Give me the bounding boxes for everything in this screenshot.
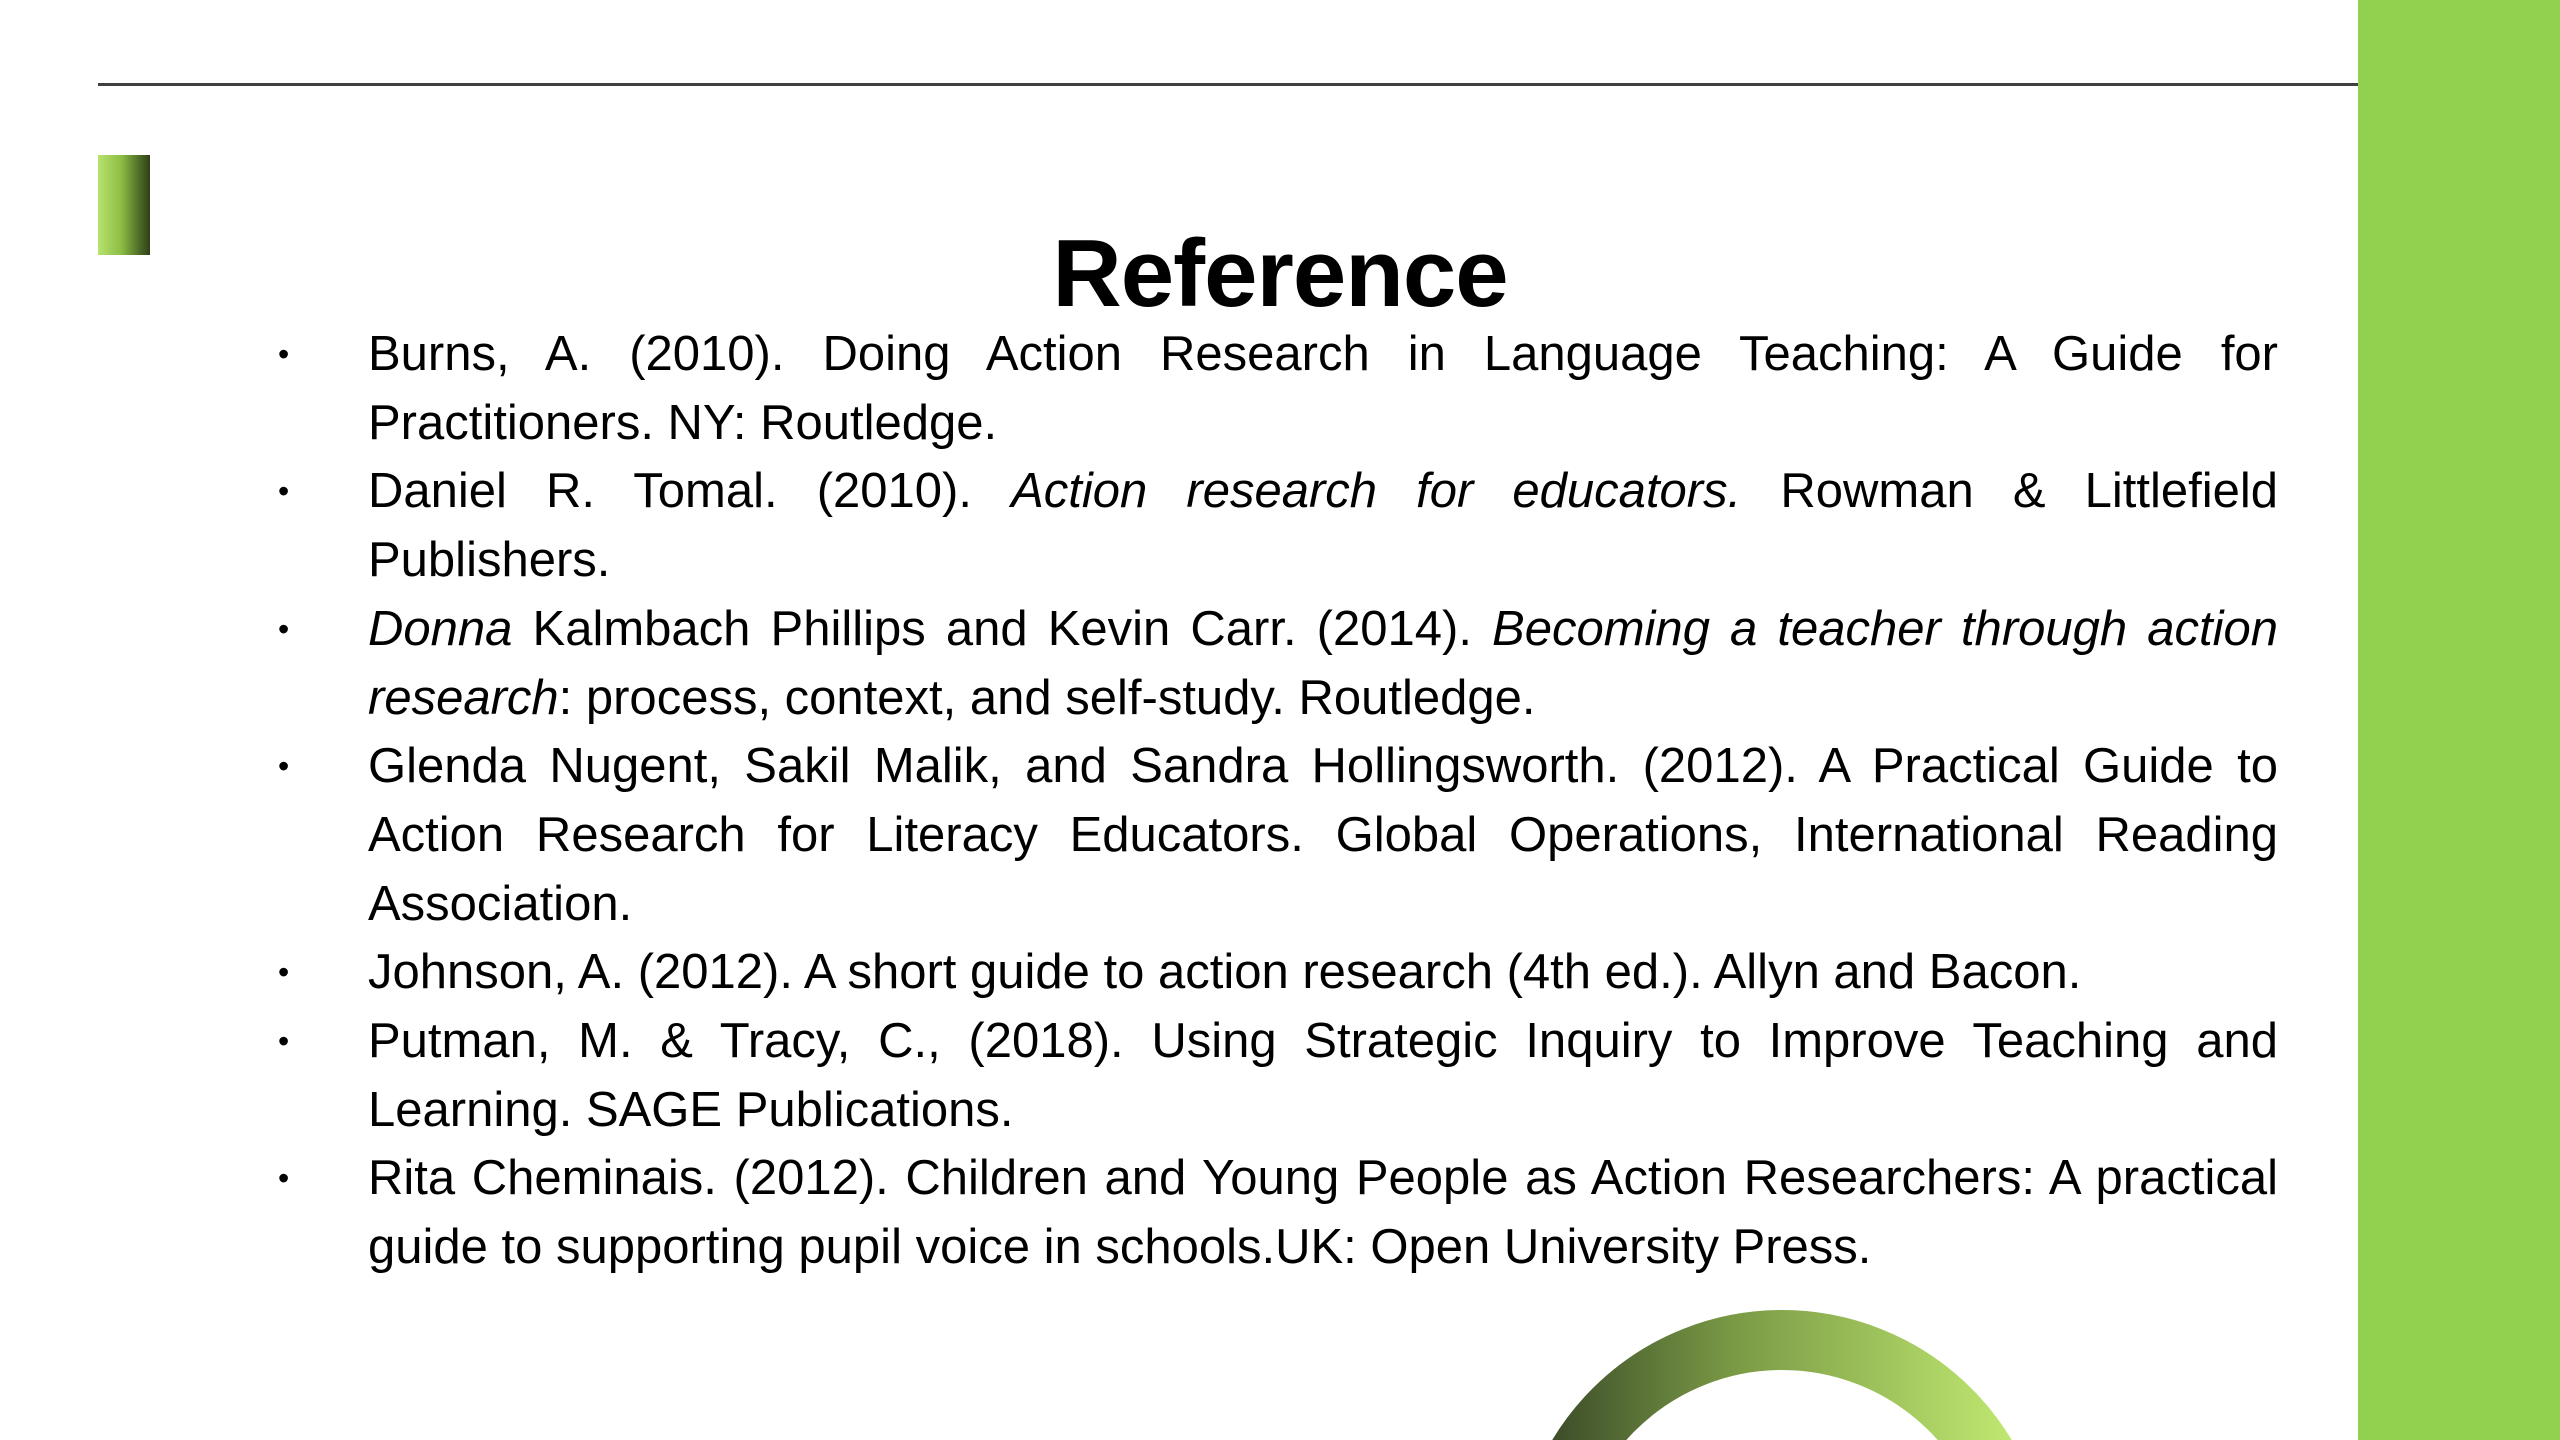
reference-text: Daniel R. Tomal. (2010).: [368, 464, 1012, 519]
reference-item: [278, 1144, 2278, 1281]
bullet-icon: •: [278, 954, 290, 991]
reference-item: [278, 595, 2278, 732]
reference-item: [278, 938, 2278, 1007]
bullet-icon: •: [278, 473, 290, 510]
decorative-ring: [1544, 1340, 2020, 1440]
bullet-icon: •: [278, 748, 290, 785]
reference-text: Rita Cheminais. (2012). Children and Young People as Action Researchers: A practical guide to supporting pupil voice in schools.UK: Open University Press.: [368, 1151, 2278, 1275]
bullet-icon: •: [278, 1160, 290, 1197]
reference-item: [278, 320, 2278, 457]
reference-item: [278, 1007, 2278, 1144]
reference-list: [278, 320, 2278, 1282]
reference-text: Burns, A. (2010). Doing Action Research in Language Teaching: A Guide for Practitioners. NY: Routledge.: [368, 327, 2278, 450]
reference-item: [278, 732, 2278, 938]
bullet-icon: •: [278, 336, 290, 372]
reference-italic-text: Becoming a teacher through action research: [368, 601, 2278, 725]
reference-text: Rowman & Littlefield Publishers.: [368, 464, 2279, 588]
reference-text: Johnson, A. (2012). A short guide to action research (4th ed.). Allyn and Bacon.: [368, 945, 2082, 1000]
reference-italic-text: Donna: [368, 601, 513, 656]
reference-item: [278, 457, 2278, 594]
reference-text: Kalmbach Phillips and Kevin Carr. (2014).: [512, 601, 1493, 656]
bullet-icon: •: [278, 1023, 290, 1060]
page-title: Reference: [1052, 220, 1508, 328]
top-divider-line: [98, 83, 2358, 86]
reference-text: Putman, M. & Tracy, C., (2018). Using Strategic Inquiry to Improve Teaching and Learning. SAGE Publications.: [368, 1014, 2278, 1137]
reference-text: : process, context, and self-study. Routledge.: [558, 670, 1536, 725]
reference-italic-text: Action research for educators.: [1011, 464, 1742, 519]
reference-text: Glenda Nugent, Sakil Malik, and Sandra Hollingsworth. (2012). A Practical Guide to Action Research for Literacy Educators. Global Operations, International Reading Association.: [368, 739, 2278, 931]
bullet-icon: •: [278, 610, 290, 647]
decorative-ring-arc: [1510, 1288, 2070, 1440]
